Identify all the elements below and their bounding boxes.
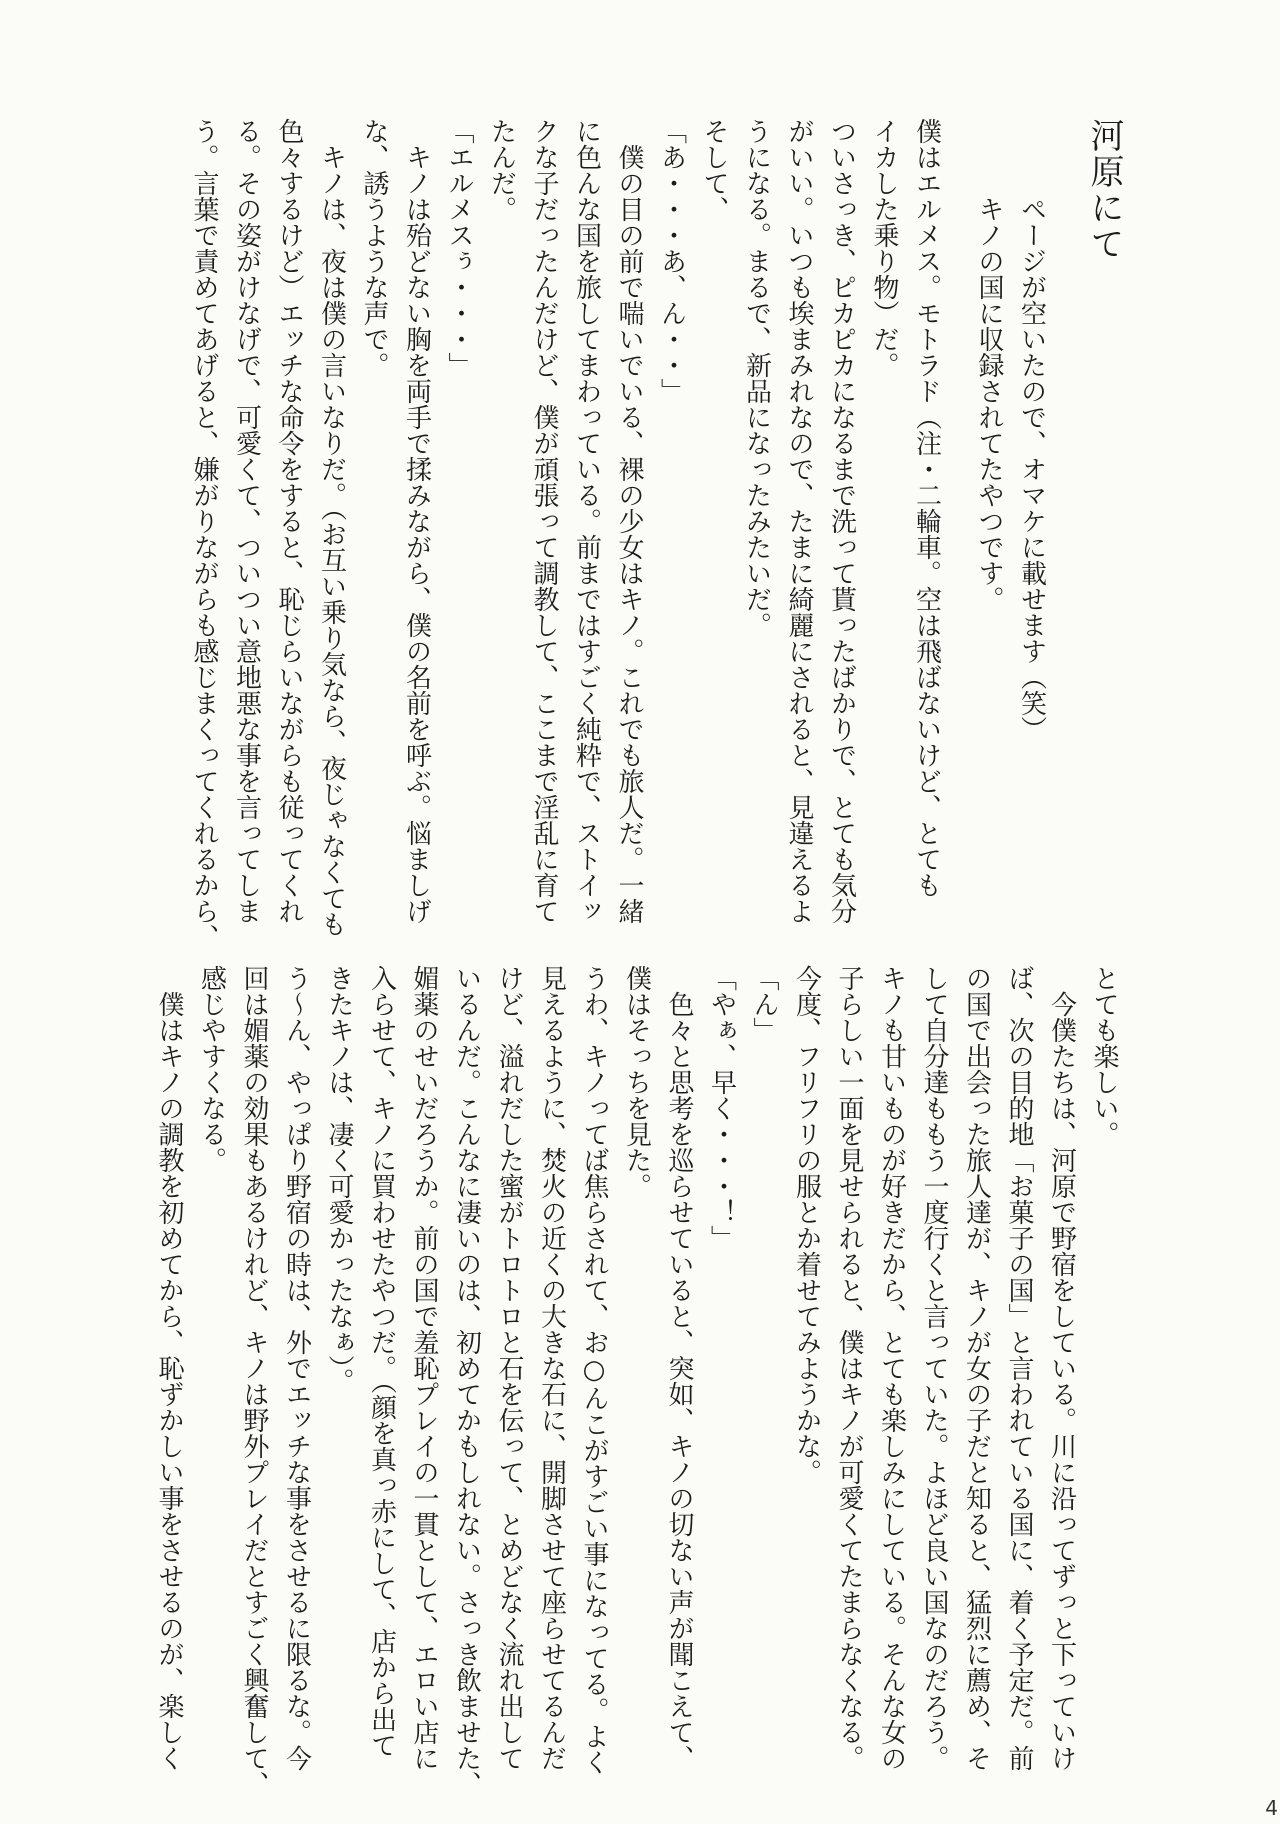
text-line: クな子だったんだけど、僕が頑張って調教して、ここまで淫乱に育て	[529, 118, 559, 924]
bottom-text-block	[148, 965, 1126, 1797]
text-line: 僕の目の前で喘いでいる、裸の少女はキノ。これでも旅人だ。一緒	[614, 144, 644, 924]
text-line: キノも甘いものが好きだから、とても楽しみにしている。そんな女の	[876, 965, 907, 1771]
text-line: して自分達ももう一度行くと言っていた。よほど良い国なのだろう。	[919, 965, 949, 1771]
text-line: の国で出会った旅人達が、キノが女の子だと知ると、猛烈に薦め、そ	[961, 965, 992, 1771]
text-line: 僕はそっちを見た。	[621, 965, 652, 1199]
text-line: 入らせて、キノに買わせたやつだ。（顔を真っ赤にして、店から出て	[366, 965, 397, 1758]
text-line: きたキノは、凄く可愛かったなぁ）。	[324, 965, 354, 1394]
text-line: 感じやすくなる。	[196, 965, 227, 1173]
text-line: 僕はエルメス。モトラド（注・二輪車。空は飛ばないけど、とても	[911, 118, 942, 898]
text-line: 「エルメスぅ・・・」	[444, 118, 474, 378]
text-line: な、誘うような声で。	[359, 118, 389, 378]
text-line: ページが空いたので、オマケに載せます（笑）	[1016, 196, 1047, 742]
text-line: る。その姿がけなげで、可愛くて、ついつい意地悪な事を言ってしま	[231, 118, 262, 924]
text-line: 「あ・・・あ、ん・・」	[656, 118, 687, 404]
text-line: 子らしい一面を見せられると、僕はキノが可愛くてたまらなくなる。	[834, 965, 864, 1771]
text-line: とても楽しい。	[1089, 965, 1119, 1147]
text-line: 今僕たちは、河原で野宿をしている。川に沿ってずっと下っていけ	[1046, 991, 1077, 1771]
text-line: キノは殆どない胸を両手で揉みながら、僕の名前を呼ぶ。悩ましげ	[401, 144, 432, 924]
text-line: うになる。まるで、新品になったみたいだ。	[741, 118, 772, 638]
text-line: 「ん」	[749, 965, 779, 1043]
text-line: う〜ん、やっぱり野宿の時は、外でエッチな事をさせるに限るな。今	[281, 965, 312, 1771]
text-line: がいい。いつも埃まみれなので、たまに綺麗にされると、見違えるよ	[784, 118, 814, 924]
text-line: に色んな国を旅してまわっている。前まではすごく純粋で、ストイッ	[571, 118, 602, 924]
text-line: たんだ。	[486, 118, 517, 222]
text-line: う。言葉で責めてあげると、嫌がりながらも感じまくってくれるから、	[189, 118, 219, 950]
text-line: ば、次の目的地「お菓子の国」と言われている国に、着く予定だ。前	[1004, 965, 1034, 1771]
top-text-block	[183, 118, 1126, 950]
text-line: キノは、夜は僕の言いなりだ。（お互い乗り気なら、夜じゃなくても	[316, 144, 347, 937]
text-line: 今度、フリフリの服とか着せてみようかな。	[791, 965, 822, 1485]
text-line: キノの国に収録されてたやつです。	[974, 196, 1004, 612]
text-line: いるんだ。こんなに凄いのは、初めてかもしれない。さっき飲ませた、	[451, 965, 482, 1797]
text-line: イカした乗り物）だ。	[869, 118, 899, 378]
story-title: 河原にて	[1084, 118, 1124, 262]
page-number: 4	[1265, 1796, 1278, 1820]
text-line: 色々するけど）エッチな命令をすると、恥じらいながらも従ってくれ	[274, 118, 304, 924]
text-line: 見えるように、焚火の近くの大きな石に、開脚させて座らせてるんだ	[536, 965, 567, 1771]
spacer	[948, 118, 968, 838]
text-line: ついさっき、ピカピカになるまで洗って貰ったばかりで、とても気分	[826, 118, 857, 924]
text-line: 僕はキノの調教を初めてから、恥ずかしい事をさせるのが、楽しく	[154, 991, 184, 1771]
text-line: そして、	[699, 118, 729, 222]
text-line: けど、溢れだした蜜がトロトロと石を伝って、とめどなく流れ出して	[494, 965, 524, 1771]
text-line: 媚薬のせいだろうか。前の国で羞恥プレイの一貫として、エロい店に	[409, 965, 439, 1771]
text-line: 色々と思考を巡らせていると、突如、キノの切ない声が聞こえて、	[664, 991, 694, 1771]
text-line: うわ、キノってば焦らされて、お○んこがすごい事になってる。よく	[579, 965, 609, 1775]
text-line: 回は媚薬の効果もあるけれど、キノは野外プレイだとすごく興奮して、	[239, 965, 269, 1797]
text-line: 「やぁ、早く・・・！」	[706, 965, 737, 1251]
